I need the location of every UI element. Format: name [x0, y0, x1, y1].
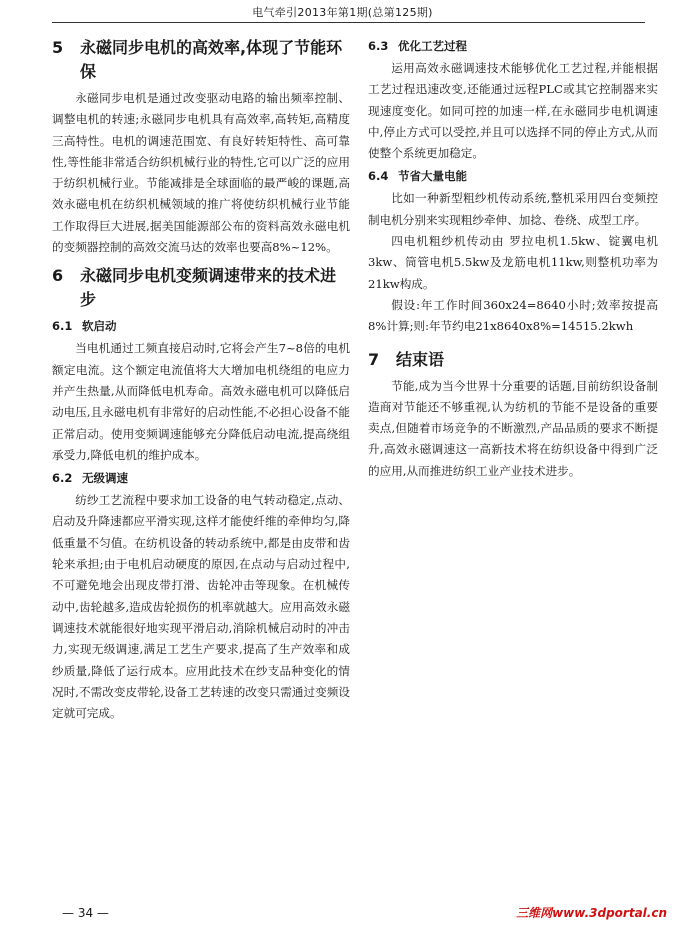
subsection-6-4-heading — [368, 166, 658, 186]
subsection-number: 6.1 — [52, 319, 73, 334]
section-7-heading — [368, 348, 658, 372]
paragraph: 假设:年工作时间360x24=8640小时;效率按提高8%计算;则:年节约电21x8640x8%=14515.2kwh — [368, 297, 658, 334]
paragraph: 当电机通过工频直接启动时,它将会产生7~8倍的电机额定电流。这个额定电流值将大大增加电机绕组的电应力并产生热量,从而降低电机寿命。高效永磁电机可以降低启动电压,且永磁电机有非常好的启动性能,不必担心设备不能正常启动。使用变频调速能够充分降低启动电流,提高绕组承受力,降低电机的维护成本。 — [52, 341, 350, 462]
left-column — [52, 30, 350, 724]
watermark: 三维网www.3dportal.cn — [516, 906, 667, 920]
paragraph: 运用高效永磁调速技术能够优化工艺过程,并能根据工艺过程迅速改变,还能通过远程PLC或其它控制器来实现速度变化。如同可控的加速一样,在永磁同步电机调速中,停止方式可以受控,并且可以选择不同的停止方式,从而使整个系统更加稳定。 — [368, 61, 658, 161]
section-title: 永磁同步电机变频调速带来的技术进步 — [80, 266, 337, 310]
journal-header: 电气牵引2013年第1期(总第125期) — [252, 6, 433, 19]
subsection-title: 软启动 — [82, 319, 117, 334]
subsection-title: 无级调速 — [82, 471, 128, 486]
section-5-heading — [52, 36, 350, 84]
paragraph: 节能,成为当今世界十分重要的话题,目前纺织设备制造商对节能还不够重视,认为纺机的节能不是设备的重要卖点,但随着市场竞争的不断激烈,产品品质的要求不断提升,高效永磁调速这一高新技术将在纺织设备中得到广泛的应用,从而推进纺织工业产业技术进步。 — [368, 378, 658, 478]
paragraph: 四电机粗纱机传动由 罗拉电机1.5kw、锭翼电机3kw、筒管电机5.5kw及龙筋电机11kw,则整机功率为21kw构成。 — [368, 234, 658, 291]
section-number: 6 — [52, 266, 64, 286]
subsection-title: 优化工艺过程 — [398, 39, 467, 53]
subsection-number: 6.2 — [52, 471, 73, 486]
section-6-heading — [52, 264, 350, 312]
section-title: 永磁同步电机的高效率,体现了节能环保 — [80, 38, 343, 81]
section-title: 结束语 — [396, 349, 445, 369]
subsection-number: 6.3 — [368, 39, 389, 53]
subsection-6-2-heading — [52, 468, 350, 488]
subsection-title: 节省大量电能 — [398, 169, 467, 184]
paragraph: 永磁同步电机是通过改变驱动电路的输出频率控制、调整电机的转速;永磁同步电机具有高效率,高转矩,高精度三高特性。电机的调速范围宽、有良好转矩特性、高可靠性,等性能非常适合纺织机械行业的特性,它可以广泛的应用于纺织机械行业。节能减排是全球面临的最严峻的课题,高效永磁电机在纺织机械领域的推广将使纺织机械行业节能工作取得巨大进展,据美国能源部公布的资料高效永磁电机的变频器控制的高效交流马达的效率也要高8%~12%。 — [52, 91, 350, 255]
subsection-6-1-heading — [52, 316, 350, 336]
page-number: — 34 — — [62, 906, 109, 920]
header-rule — [52, 22, 645, 23]
subsection-6-3-heading — [368, 36, 658, 56]
right-column — [368, 30, 658, 482]
section-number: 5 — [52, 38, 64, 57]
paragraph: 纺纱工艺流程中要求加工设备的电气转动稳定,点动、启动及升降速都应平滑实现,这样才能使纤维的牵伸均匀,降低重量不匀值。在纺机设备的转动系统中,都是由皮带和齿轮来承担;由于电机启动硬度的原因,在点动与启动过程中,不可避免地会出现皮带打滑、齿轮冲击等现象。在机械传动中,齿轮越多,造成齿轮损伤的机率就越大。应用高效永磁调速技术就能很好地实现平滑启动,消除机械启动时的冲击力,实现无级调速,满足工艺生产要求,提高了生产效率和成纱质量,降低了运行成本。应用此技术在纱支品种变化的情况时,不需改变皮带轮,设备工艺转速的改变只需通过变频设定就可完成。 — [52, 493, 350, 721]
section-number: 7 — [368, 349, 380, 369]
paragraph: 比如一种新型粗纱机传动系统,整机采用四台变频控制电机分别来实现粗纱牵伸、加捻、卷绕、成型工序。 — [368, 191, 658, 227]
subsection-number: 6.4 — [368, 169, 389, 184]
